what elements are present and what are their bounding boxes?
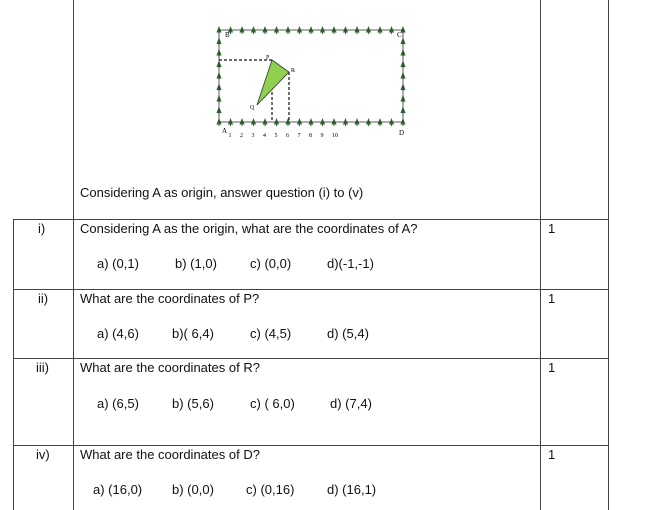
option-a: a) (0,1)	[97, 256, 139, 271]
question-text: What are the coordinates of P?	[80, 291, 260, 306]
option-c: c) (0,0)	[250, 256, 292, 271]
option-d: d) (7,4)	[330, 396, 372, 411]
x-tick-label: 10	[332, 133, 338, 139]
question-number: iii)	[36, 360, 49, 375]
option-a: a) (16,0)	[93, 482, 143, 497]
question-number: i)	[38, 221, 46, 236]
triangle-pqr	[257, 60, 289, 105]
row-divider	[13, 219, 609, 220]
table-border-right	[608, 0, 609, 510]
corner-label-c: C	[397, 31, 402, 39]
row-divider	[13, 358, 609, 359]
corner-label-b: B	[225, 31, 230, 39]
option-c: c) (4,5)	[250, 326, 292, 341]
option-a: a) (6,5)	[97, 396, 139, 411]
table-border-left	[13, 220, 14, 510]
option-c: c) ( 6,0)	[250, 396, 295, 411]
point-label-p: P	[266, 55, 270, 61]
option-b: b)( 6,4)	[172, 326, 214, 341]
question-number: ii)	[38, 291, 49, 306]
x-tick-label: 8	[309, 133, 312, 139]
question-marks: 1	[548, 447, 556, 462]
option-d: d)(-1,-1)	[327, 256, 374, 271]
intro-text: Considering A as origin, answer question (i) to (v)	[80, 185, 364, 200]
x-tick-label: 1	[228, 133, 232, 139]
table-divider-number	[73, 0, 74, 510]
x-tick-label: 6	[286, 133, 289, 139]
x-tick-label: 2	[240, 133, 243, 139]
corner-label-a: A	[222, 127, 228, 135]
option-b: b) (5,6)	[172, 396, 214, 411]
garden-figure	[205, 18, 420, 148]
garden-rectangle	[219, 30, 403, 122]
row-divider	[13, 289, 609, 290]
point-label-r: R	[291, 68, 296, 74]
question-text: What are the coordinates of R?	[80, 360, 260, 375]
x-tick-label: 3	[251, 133, 255, 139]
question-number: iv)	[36, 447, 50, 462]
option-d: d) (5,4)	[327, 326, 369, 341]
tree-border	[216, 26, 405, 126]
question-marks: 1	[548, 221, 556, 236]
question-marks: 1	[548, 291, 556, 306]
option-b: b) (0,0)	[172, 482, 214, 497]
corner-label-d: D	[399, 129, 405, 137]
x-tick-label: 9	[320, 133, 324, 139]
x-tick-label: 4	[263, 133, 266, 139]
question-text: Considering A as the origin, what are the coordinates of A?	[80, 221, 418, 236]
question-marks: 1	[548, 360, 556, 375]
question-text: What are the coordinates of D?	[80, 447, 260, 462]
option-a: a) (4,6)	[97, 326, 139, 341]
x-tick-label: 5	[274, 133, 278, 139]
x-tick-label: 7	[297, 133, 301, 139]
option-d: d) (16,1)	[327, 482, 377, 497]
option-c: c) (0,16)	[246, 482, 295, 497]
x-axis-ticks	[229, 133, 339, 139]
point-label-q: Q	[250, 105, 255, 111]
table-divider-marks	[540, 0, 541, 510]
option-b: b) (1,0)	[175, 256, 217, 271]
row-divider	[13, 445, 609, 446]
